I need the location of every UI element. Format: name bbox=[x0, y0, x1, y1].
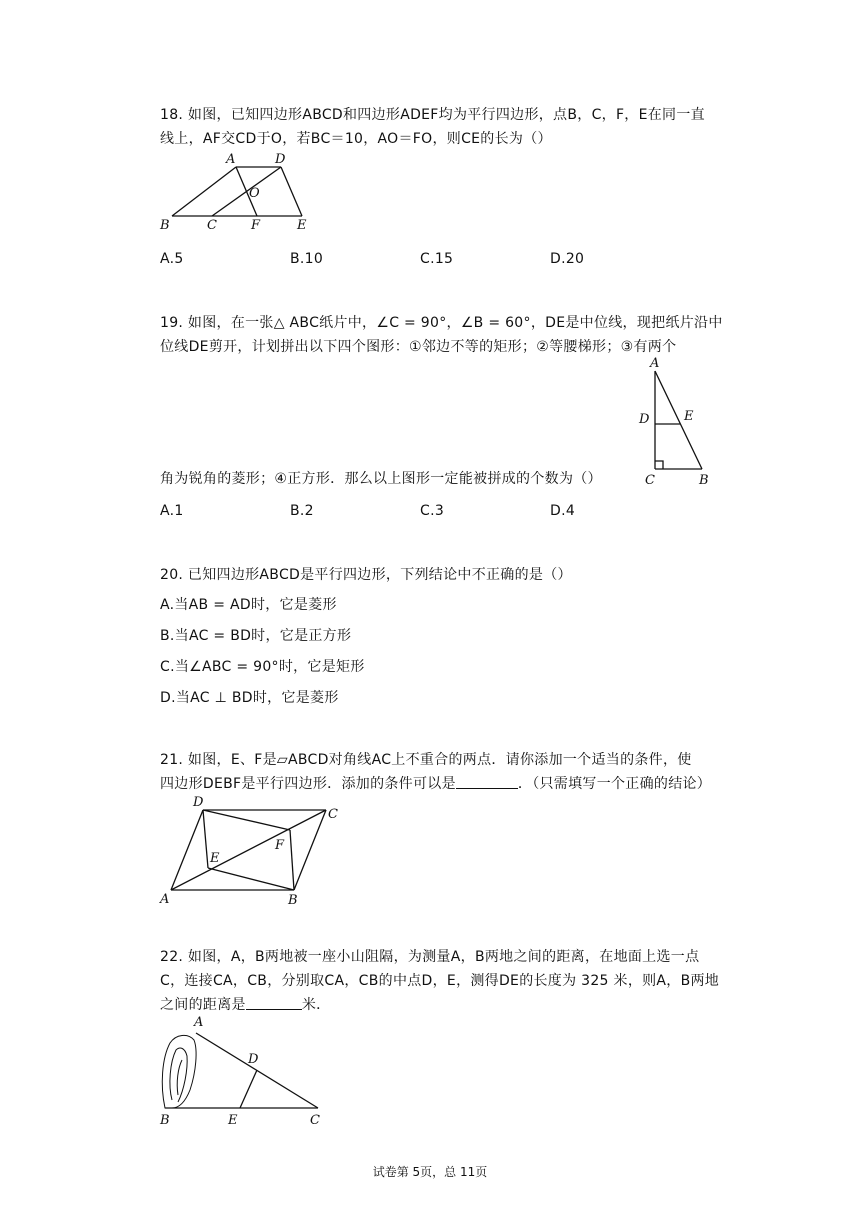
q18-label-c: C bbox=[207, 218, 217, 233]
q18-label-f: F bbox=[251, 218, 261, 233]
q18-label-d: D bbox=[275, 152, 286, 167]
q22-label-c: C bbox=[310, 1113, 320, 1128]
q21-label-b: B bbox=[288, 893, 298, 908]
q21-stem-line2-text: 四边形DEBF是平行四边形．添加的条件可以是 bbox=[160, 776, 456, 792]
q18-choice-c: C.15 bbox=[420, 251, 454, 267]
q21-label-d: D bbox=[193, 795, 204, 810]
q22-label-e: E bbox=[228, 1113, 238, 1128]
q22-stem-line3-tail: 米． bbox=[301, 997, 331, 1013]
q21-label-c: C bbox=[328, 807, 338, 822]
q18-stem-line2: 线上，AF交CD于O，若BC＝10，AO＝FO，则CE的长为（） bbox=[160, 131, 552, 147]
q19-stem-line3: 角为锐角的菱形；④正方形．那么以上图形一定能被拼成的个数为（） bbox=[160, 471, 602, 487]
q19-stem-line2: 位线DE剪开，计划拼出以下四个图形：①邻边不等的矩形；②等腰梯形；③有两个 bbox=[160, 339, 677, 355]
q18-label-a: A bbox=[226, 152, 236, 167]
q18-label-b: B bbox=[160, 218, 170, 233]
q20-option-a: A.当AB = AD时，它是菱形 bbox=[160, 597, 337, 613]
q19-label-e: E bbox=[684, 409, 694, 424]
q19-label-c: C bbox=[645, 473, 655, 488]
q19-stem-line1: 19. 如图，在一张△ ABC纸片中，∠C = 90°，∠B = 60°，DE是中位线，现把纸片沿中 bbox=[160, 315, 723, 331]
q22-stem-line2: C，连接CA，CB，分别取CA，CB的中点D，E，测得DE的长度为 325 米，则A，B两地 bbox=[160, 973, 720, 989]
q18-label-e: E bbox=[297, 218, 307, 233]
q20-stem: 20. 已知四边形ABCD是平行四边形，下列结论中不正确的是（） bbox=[160, 567, 572, 583]
q19-label-d: D bbox=[639, 412, 650, 427]
q19-label-a: A bbox=[650, 356, 660, 371]
q22-label-a: A bbox=[194, 1015, 204, 1030]
q22-stem-line3-text: 之间的距离是 bbox=[160, 997, 246, 1013]
q18-choice-a: A.5 bbox=[160, 251, 184, 267]
q21-stem-line1: 21. 如图，E、F是▱ABCD对角线AC上不重合的两点．请你添加一个适当的条件，使 bbox=[160, 752, 692, 768]
q19-choice-c: C.3 bbox=[420, 503, 445, 519]
q21-label-e: E bbox=[210, 851, 220, 866]
q22-label-d: D bbox=[248, 1052, 259, 1067]
mountain-icon bbox=[162, 1035, 196, 1108]
q20-option-b: B.当AC = BD时，它是正方形 bbox=[160, 628, 352, 644]
q18-stem-line1: 18. 如图，已知四边形ABCD和四边形ADEF均为平行四边形，点B，C，F，E在同一直 bbox=[160, 107, 705, 123]
q21-stem-line2-tail: ．（只需填写一个正确的结论） bbox=[517, 776, 712, 792]
q20-option-d: D.当AC ⊥ BD时，它是菱形 bbox=[160, 690, 339, 706]
q18-choice-b: B.10 bbox=[290, 251, 324, 267]
page-footer: 试卷第 5页，总 11页 bbox=[372, 1165, 488, 1179]
q19-choice-a: A.1 bbox=[160, 503, 184, 519]
q21-label-a: A bbox=[160, 892, 170, 907]
q19-choice-b: B.2 bbox=[290, 503, 314, 519]
q18-choice-d: D.20 bbox=[550, 251, 585, 267]
q19-choice-d: D.4 bbox=[550, 503, 576, 519]
q21-label-f: F bbox=[275, 838, 285, 853]
q22-stem-line1: 22. 如图，A，B两地被一座小山阻隔，为测量A，B两地之间的距离，在地面上选一点 bbox=[160, 949, 700, 965]
q19-label-b: B bbox=[699, 473, 709, 488]
q18-label-o: O bbox=[249, 186, 260, 201]
q22-label-b: B bbox=[160, 1113, 170, 1128]
q20-option-c: C.当∠ABC = 90°时，它是矩形 bbox=[160, 659, 365, 675]
